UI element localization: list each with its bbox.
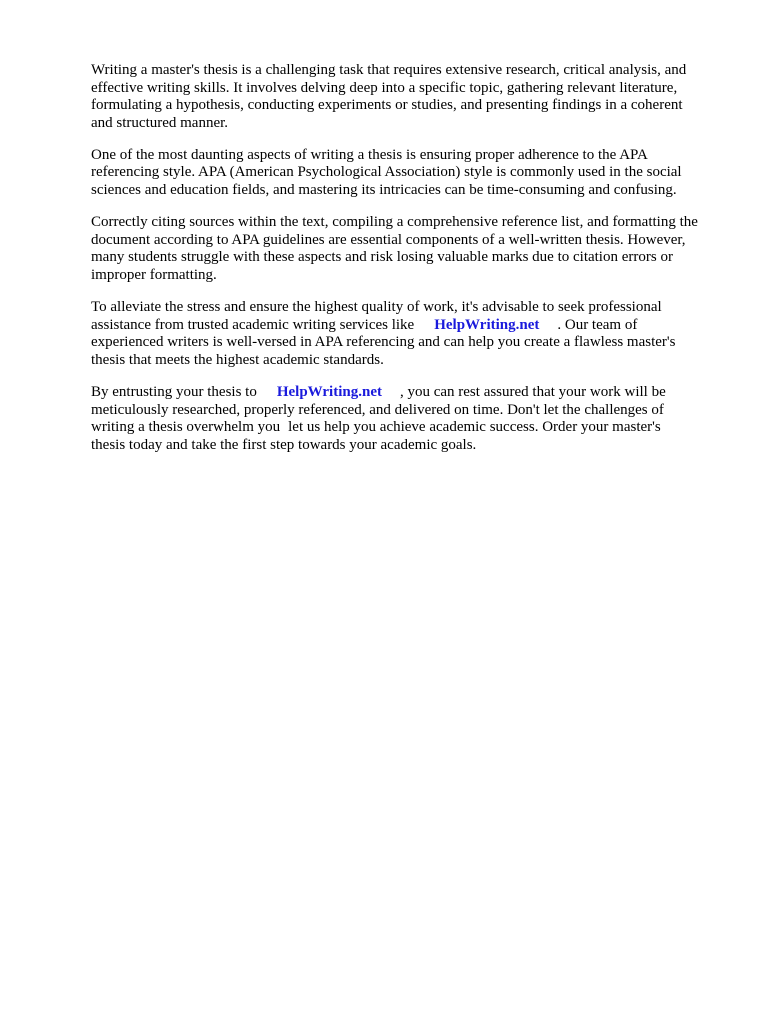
text-segment: let us help you achieve academic success. Order your master's	[288, 419, 661, 436]
text-line: referencing style. APA (American Psychological Association) style is commonly used in the social	[91, 164, 682, 181]
paragraph-apa-style	[91, 147, 727, 200]
paragraph-citing-sources	[91, 214, 727, 284]
text-line	[91, 384, 727, 402]
text-segment: By entrusting your thesis to	[91, 383, 257, 400]
helpwriting-link[interactable]: HelpWriting.net	[434, 316, 540, 333]
document-body	[91, 62, 727, 469]
text-line: document according to APA guidelines are essential components of a well-written thesis. However,	[91, 231, 686, 248]
text-line: experienced writers is well-versed in APA referencing and can help you create a flawless master's	[91, 334, 676, 351]
text-segment: , you can rest assured that your work will be	[399, 383, 666, 400]
text-line: To alleviate the stress and ensure the highest quality of work, it's advisable to seek professional	[91, 299, 662, 316]
text-line: Correctly citing sources within the text, compiling a comprehensive reference list, and formatting the	[91, 214, 698, 231]
text-segment: . Our team of	[557, 316, 638, 333]
text-line: formulating a hypothesis, conducting experiments or studies, and presenting findings in a coherent	[91, 97, 683, 114]
text-line: Writing a master's thesis is a challenging task that requires extensive research, critical analysis, and	[91, 62, 687, 78]
paragraph-intro	[91, 62, 727, 132]
text-line: many students struggle with these aspects and risk losing valuable marks due to citation errors or	[91, 249, 673, 266]
text-line: sciences and education fields, and mastering its intricacies can be time-consuming and confusing.	[91, 182, 677, 199]
paragraph-entrusting	[91, 384, 727, 454]
text-line: effective writing skills. It involves delving deep into a specific topic, gathering relevant literature,	[91, 79, 678, 96]
text-line: meticulously researched, properly referenced, and delivered on time. Don't let the challenges of	[91, 401, 664, 418]
paragraph-professional-assistance	[91, 299, 727, 369]
text-segment: writing a thesis overwhelm you	[91, 419, 281, 436]
text-line: and structured manner.	[91, 114, 229, 131]
text-line: thesis that meets the highest academic standards.	[91, 351, 384, 368]
text-line	[91, 317, 727, 335]
text-line: One of the most daunting aspects of writing a thesis is ensuring proper adherence to the APA	[91, 146, 648, 163]
text-line: thesis today and take the first step towards your academic goals.	[91, 436, 477, 453]
text-line: improper formatting.	[91, 266, 217, 283]
text-segment: assistance from trusted academic writing services like	[91, 316, 415, 333]
helpwriting-link[interactable]: HelpWriting.net	[276, 383, 382, 400]
text-line	[91, 419, 727, 437]
